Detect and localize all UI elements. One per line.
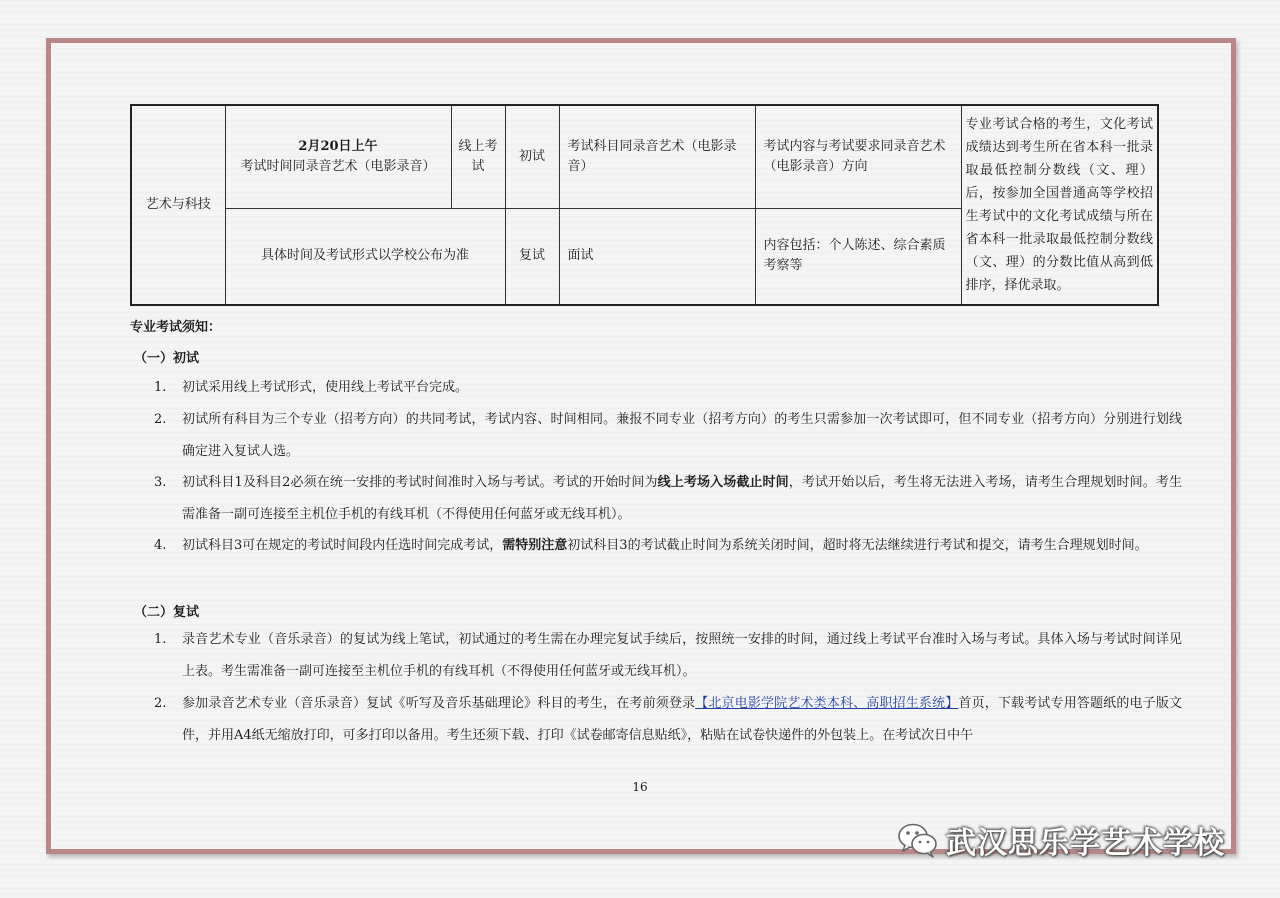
category-cell: 艺术与科技 xyxy=(131,105,225,305)
notice-title: 专业考试须知： xyxy=(130,320,222,335)
admission-table xyxy=(130,104,1159,306)
page-number: 16 xyxy=(632,780,648,794)
section2-title: （二）复试 xyxy=(134,605,200,620)
admission-system-link[interactable]: 【北京电影学院艺术类本科、高职招生系统】 xyxy=(695,696,959,711)
wechat-icon xyxy=(896,820,940,860)
time-line2: 考试时间同录音艺术（电影录音） xyxy=(240,158,436,174)
section1-title: （一）初试 xyxy=(134,351,200,366)
watermark-text: 武汉思乐学艺术学校 xyxy=(946,826,1225,861)
time-line1: 2月20日上午 xyxy=(298,138,378,154)
admission-rule-cell: 专业考试合格的考生，文化考试成绩达到考生所在省本科一批录取最低控制分数线（文、理）后，按参加全国普通高等学校招生考试中的文化考试成绩与所在省本科一批录取最低控制分数线（文、理）的分数比值从高到低排序，择优录取。 xyxy=(961,105,1158,305)
watermark xyxy=(896,818,1246,862)
subject-cell: 面试 xyxy=(559,208,755,305)
round-cell: 复试 xyxy=(505,208,559,305)
subject-cell: 考试科目同录音艺术（电影录音） xyxy=(559,105,755,208)
time-cell xyxy=(225,105,451,208)
mode-cell: 线上考试 xyxy=(451,105,505,208)
requirement-cell: 考试内容与考试要求同录音艺术（电影录音）方向 xyxy=(755,105,961,208)
table-row xyxy=(131,105,1158,208)
time-cell: 具体时间及考试形式以学校公布为准 xyxy=(225,208,505,305)
emphasis-text: 需特别注意 xyxy=(502,538,568,553)
round-cell: 初试 xyxy=(505,105,559,208)
emphasis-text: 线上考场入场截止时间 xyxy=(657,475,789,490)
requirement-cell: 内容包括：个人陈述、综合素质考察等 xyxy=(755,208,961,305)
